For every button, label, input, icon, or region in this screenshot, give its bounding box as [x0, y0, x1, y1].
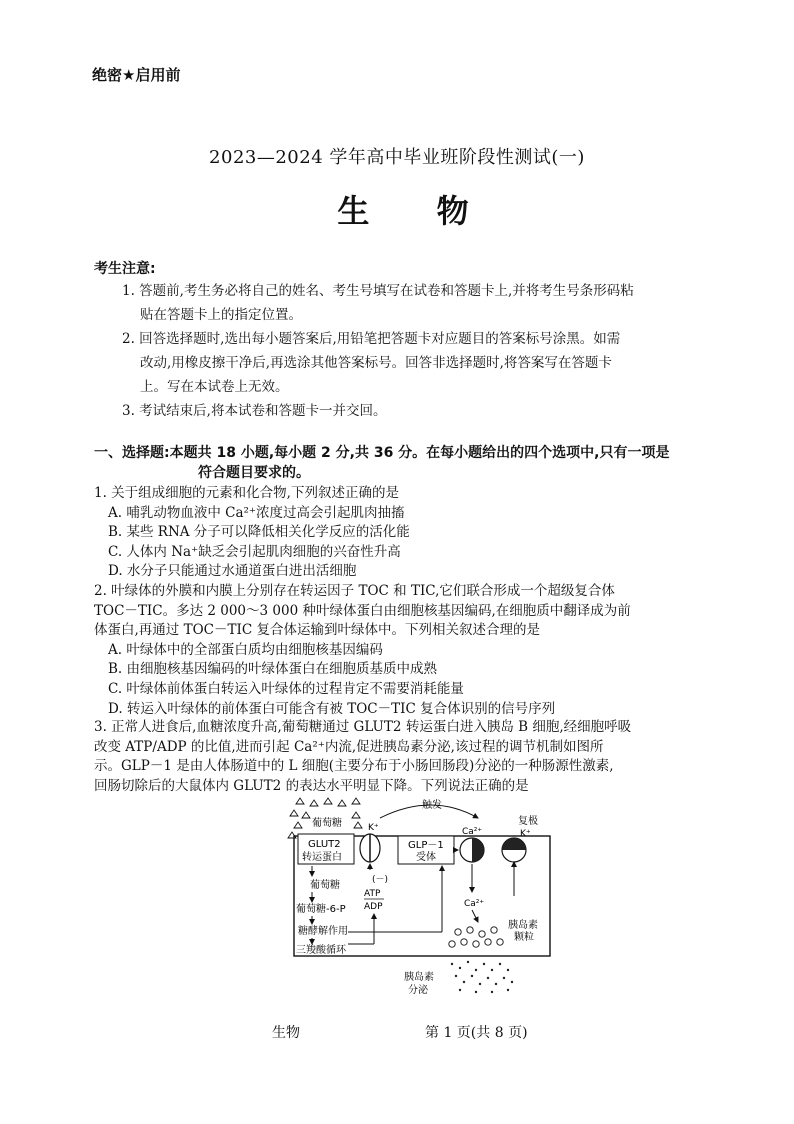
g6p-label: 葡萄糖-6-P — [296, 904, 346, 915]
question-2-option-d: D. 转运入叶绿体的前体蛋白可能含有被 TOC－TIC 复合体识别的信号序列 — [108, 700, 556, 717]
notice-item-2-line2: 改动,用橡皮擦干净后,再选涂其他答案标号。回答非选择题时,将答案写在答题卡 — [140, 355, 612, 371]
insulin-secretion-diagram — [282, 796, 562, 1008]
question-1 — [94, 484, 724, 582]
question-1-option-a: A. 哺乳动物血液中 Ca²⁺浓度过高会引起肌肉抽搐 — [108, 504, 405, 521]
trigger-label: 触发 — [422, 800, 442, 811]
section-heading — [94, 443, 724, 483]
section-heading-line1: 一、选择题:本题共 18 小题,每小题 2 分,共 36 分。在每小题给出的四个选项中,只有一项是 — [94, 445, 670, 461]
confidential-label: 绝密★启用前 — [92, 66, 181, 84]
subject-title: 生 物 — [337, 192, 497, 230]
k-repolarization-channel — [502, 838, 526, 862]
question-2-stem-line1: 2. 叶绿体的外膜和内膜上分别存在转运因子 TOC 和 TIC,它们联合形成一个超级复合体 — [94, 583, 615, 599]
glp1-label: GLP－1 — [408, 840, 444, 851]
inhibit-label: (－) — [372, 875, 389, 885]
secretion-label-2: 分泌 — [408, 985, 428, 996]
calcium-inside-label: Ca²⁺ — [464, 899, 485, 909]
notice-item-2 — [122, 327, 712, 399]
atp-label: ATP — [364, 889, 381, 899]
granule-label-1: 胰岛素 — [508, 920, 538, 931]
k-atp-channel — [360, 834, 380, 862]
question-2-stem-line3: 体蛋白,再通过 TOC－TIC 复合体运输到叶绿体中。下列相关叙述合理的是 — [94, 622, 540, 639]
secreted-insulin — [451, 961, 513, 993]
adp-label: ADP — [364, 902, 383, 912]
footer-page-number: 第 1 页(共 8 页) — [425, 1025, 528, 1041]
question-1-option-c: C. 人体内 Na⁺缺乏会引起肌肉细胞的兴奋性升高 — [108, 543, 401, 560]
receptor-label: 受体 — [416, 852, 436, 863]
question-3-stem-line3: 示。GLP－1 是由人体肠道中的 L 细胞(主要分布于小肠回肠段)分泌的一种肠源性激素, — [94, 758, 614, 775]
notice-item-1 — [122, 279, 712, 327]
question-2-option-a: A. 叶绿体中的全部蛋白质均由细胞核基因编码 — [108, 641, 383, 658]
notice-item-1-line2: 贴在答题卡上的指定位置。 — [140, 307, 302, 323]
insulin-granules — [449, 927, 503, 947]
secretion-label-1: 胰岛素 — [404, 972, 434, 983]
notice-item-3-line1: 3. 考试结束后,将本试卷和答题卡一并交回。 — [122, 403, 387, 419]
k-plus-left-label: K⁺ — [368, 823, 379, 833]
notice-item-2-line1: 2. 回答选择题时,选出每小题答案后,用铅笔把答题卡对应题目的答案标号涂黑。如需 — [122, 331, 621, 347]
question-3-stem-line4: 回肠切除后的大鼠体内 GLUT2 的表达水平明显下降。下列说法正确的是 — [94, 777, 529, 794]
question-1-option-b: B. 某些 RNA 分子可以降低相关化学反应的活化能 — [108, 524, 410, 541]
notice-item-3 — [122, 399, 712, 423]
question-3-stem-line1: 3. 正常人进食后,血糖浓度升高,葡萄糖通过 GLUT2 转运蛋白进入胰岛 B 细胞,经细胞呼吸 — [94, 719, 632, 735]
question-3-stem-line2: 改变 ATP/ADP 的比值,进而引起 Ca²⁺内流,促进胰岛素分泌,该过程的调节机制如图所 — [94, 738, 604, 755]
glucose-inside-label: 葡萄糖 — [310, 880, 340, 891]
notice-heading: 考生注意: — [94, 261, 156, 277]
glycolysis-label: 糖酵解作用 — [298, 926, 348, 937]
question-2 — [94, 582, 724, 719]
notice-item-1-line1: 1. 答题前,考生务必将自己的姓名、考生号填写在试卷和答题卡上,并将考生号条形码粘 — [122, 283, 634, 299]
question-3 — [94, 718, 724, 796]
footer-subject: 生物 — [272, 1025, 300, 1041]
granule-label-2: 颗粒 — [514, 932, 534, 943]
question-1-stem: 1. 关于组成细胞的元素和化合物,下列叙述正确的是 — [94, 485, 399, 501]
section-heading-line2: 符合题目要求的。 — [198, 465, 310, 481]
calcium-top-label: Ca²⁺ — [462, 827, 483, 837]
glut2-label: GLUT2 — [308, 839, 341, 850]
question-1-option-d: D. 水分子只能通过水通道蛋白进出活细胞 — [108, 563, 357, 580]
k-plus-right-label: K⁺ — [520, 829, 531, 839]
question-2-option-b: B. 由细胞核基因编码的叶绿体蛋白在细胞质基质中成熟 — [108, 661, 438, 678]
tca-label: 三羧酸循环 — [296, 945, 346, 956]
transporter-label: 转运蛋白 — [302, 852, 342, 863]
notice-item-2-line3: 上。写在本试卷上无效。 — [140, 379, 289, 395]
exam-title: 2023—2024 学年高中毕业班阶段性测试(一) — [209, 147, 585, 168]
calcium-channel — [460, 838, 484, 862]
glucose-outside-label: 葡萄糖 — [312, 818, 342, 829]
repolarize-label: 复极 — [518, 816, 538, 827]
question-2-stem-line2: TOC－TIC。多达 2 000～3 000 种叶绿体蛋白由细胞核基因编码,在细胞质中翻译成为前 — [94, 602, 631, 619]
question-2-option-c: C. 叶绿体前体蛋白转运入叶绿体的过程肯定不需要消耗能量 — [108, 680, 464, 697]
